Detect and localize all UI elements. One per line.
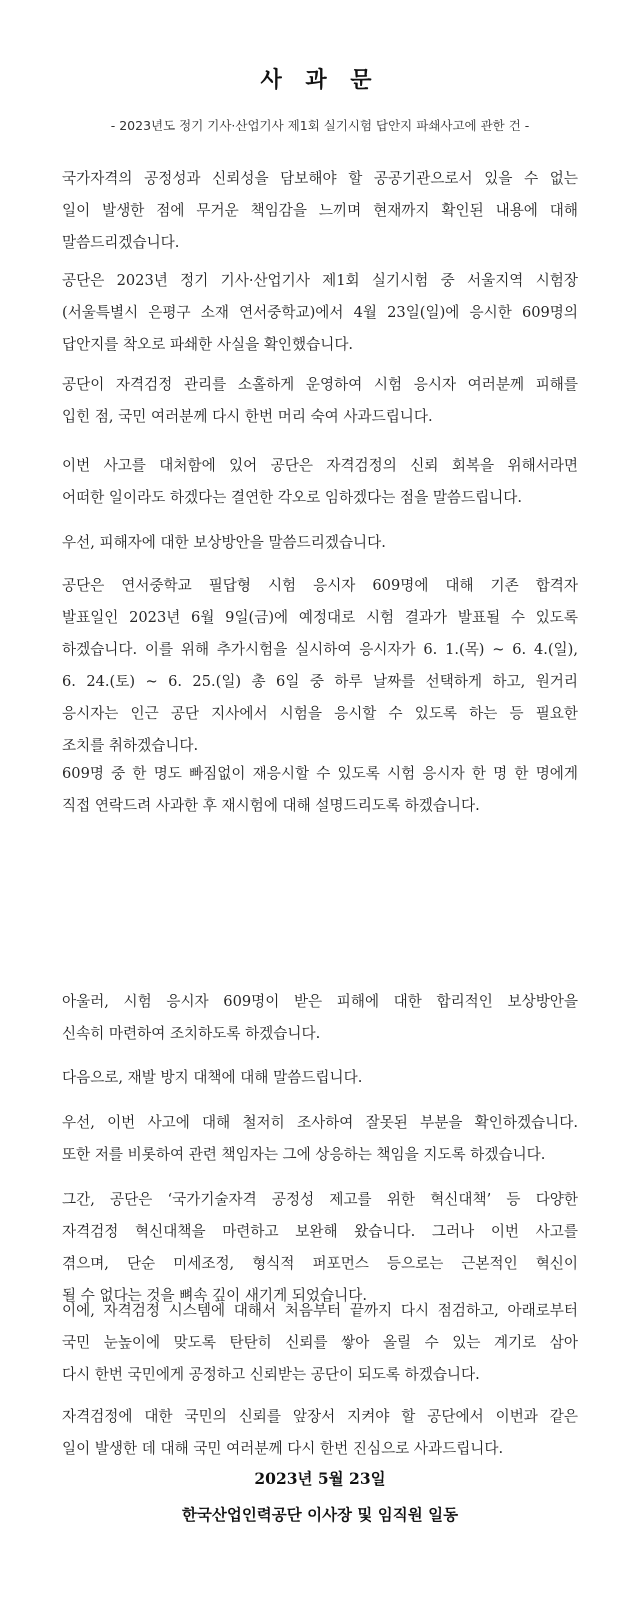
- paragraph-line: 겪으며, 단순 미세조정, 형식적 퍼포먼스 등으로는 근본적인 혁신이: [62, 1255, 578, 1272]
- paragraph-line: 발표일인 2023년 6월 9일(금)에 예정대로 시험 결과가 발표될 수 있도록: [62, 609, 578, 626]
- paragraph-contact: [62, 758, 578, 822]
- paragraph-line: 다시 한번 국민에게 공정하고 신뢰받는 공단이 되도록 하겠습니다.: [62, 1366, 480, 1383]
- paragraph-line: 일이 발생한 점에 무거운 책임감을 느끼며 현재까지 확인된 내용에 대해: [62, 202, 578, 219]
- paragraph-line: 공단은 2023년 정기 기사·산업기사 제1회 실기시험 중 서울지역 시험장: [62, 272, 578, 289]
- paragraph-closing: [62, 1401, 578, 1465]
- paragraph-incident: [62, 265, 578, 361]
- paragraph-line: 6. 24.(토) ~ 6. 25.(일) 총 6일 중 하루 날짜를 선택하게 하고, 원거리: [62, 673, 578, 690]
- paragraph-line: 또한 저를 비롯하여 관련 책임자는 그에 상응하는 책임을 지도록 하겠습니다.: [62, 1146, 546, 1163]
- paragraph-line: 609명 중 한 명도 빠짐없이 재응시할 수 있도록 시험 응시자 한 명 한 명에게: [62, 765, 578, 782]
- document-date: 2023년 5월 23일: [254, 1469, 386, 1488]
- paragraph-line: 공단이 자격검정 관리를 소홀하게 운영하여 시험 응시자 여러분께 피해를: [62, 376, 578, 393]
- paragraph-retest: [62, 570, 578, 762]
- paragraph-line: (서울특별시 은평구 소재 연서중학교)에서 4월 23일(일)에 응시한 609명의: [62, 304, 578, 321]
- paragraph-line: 이번 사고를 대처함에 있어 공단은 자격검정의 신뢰 회복을 위해서라면: [62, 457, 578, 474]
- paragraph-line: 국가자격의 공정성과 신뢰성을 담보해야 할 공공기관으로서 있을 수 없는: [62, 170, 578, 187]
- paragraph-line: 국민 눈높이에 맞도록 탄탄히 신뢰를 쌓아 올릴 수 있는 계기로 삼아: [62, 1334, 578, 1351]
- paragraph-system-review: [62, 1295, 578, 1391]
- paragraph-line: 우선, 이번 사고에 대해 철저히 조사하여 잘못된 부분을 확인하겠습니다.: [62, 1114, 578, 1131]
- paragraph-resolve: [62, 450, 578, 514]
- paragraph-line: 될 수 없다는 것을 뼈속 깊이 새기게 되었습니다.: [62, 1287, 367, 1304]
- paragraph-line: 직접 연락드려 사과한 후 재시험에 대해 설명드리도록 하겠습니다.: [62, 797, 480, 814]
- paragraph-line: 다음으로, 재발 방지 대책에 대해 말씀드립니다.: [62, 1069, 363, 1086]
- paragraph-line: 말씀드리겠습니다.: [62, 234, 180, 251]
- paragraph-line: 자격검정에 대한 국민의 신뢰를 앞장서 지켜야 할 공단에서 이번과 같은: [62, 1408, 578, 1425]
- paragraph-line: 이에, 자격검정 시스템에 대해서 처음부터 끝까지 다시 점검하고, 아래로부터: [62, 1302, 578, 1319]
- document-subtitle: - 2023년도 정기 기사·산업기사 제1회 실기시험 답안지 파쇄사고에 관한 건 -: [110, 118, 530, 133]
- paragraph-line: 일이 발생한 데 대해 국민 여러분께 다시 한번 진심으로 사과드립니다.: [62, 1440, 504, 1457]
- paragraph-intro: [62, 163, 578, 259]
- paragraph-line: 신속히 마련하여 조치하도록 하겠습니다.: [62, 1025, 321, 1042]
- paragraph-line: 그간, 공단은 ‘국가기술자격 공정성 제고를 위한 혁신대책’ 등 다양한: [62, 1191, 578, 1208]
- paragraph-prevention-heading: [62, 1062, 578, 1094]
- paragraph-reparation: [62, 986, 578, 1050]
- paragraph-line: 응시자는 인근 공단 지사에서 시험을 응시할 수 있도록 하는 등 필요한: [62, 705, 578, 722]
- document-signature: 한국산업인력공단 이사장 및 임직원 일동: [181, 1505, 459, 1524]
- paragraph-apology: [62, 369, 578, 433]
- paragraph-innovation: [62, 1184, 578, 1312]
- paragraph-line: 자격검정 혁신대책을 마련하고 보완해 왔습니다. 그러나 이번 사고를: [62, 1223, 578, 1240]
- paragraph-line: 입힌 점, 국민 여러분께 다시 한번 머리 숙여 사과드립니다.: [62, 408, 433, 425]
- paragraph-line: 하겠습니다. 이를 위해 추가시험을 실시하여 응시자가 6. 1.(목) ~ 6. 4.(일),: [62, 641, 578, 658]
- paragraph-line: 어떠한 일이라도 하겠다는 결연한 각오로 임하겠다는 점을 말씀드립니다.: [62, 489, 523, 506]
- paragraph-compensation-heading: [62, 527, 578, 559]
- paragraph-line: 아울러, 시험 응시자 609명이 받은 피해에 대한 합리적인 보상방안을: [62, 993, 578, 1010]
- paragraph-line: 조치를 취하겠습니다.: [62, 737, 199, 754]
- paragraph-line: 답안지를 착오로 파쇄한 사실을 확인했습니다.: [62, 336, 354, 353]
- paragraph-line: 공단은 연서중학교 필답형 시험 응시자 609명에 대해 기존 합격자: [62, 577, 578, 594]
- paragraph-investigation: [62, 1107, 578, 1171]
- paragraph-line: 우선, 피해자에 대한 보상방안을 말씀드리겠습니다.: [62, 534, 386, 551]
- document-title: 사 과 문: [260, 68, 380, 93]
